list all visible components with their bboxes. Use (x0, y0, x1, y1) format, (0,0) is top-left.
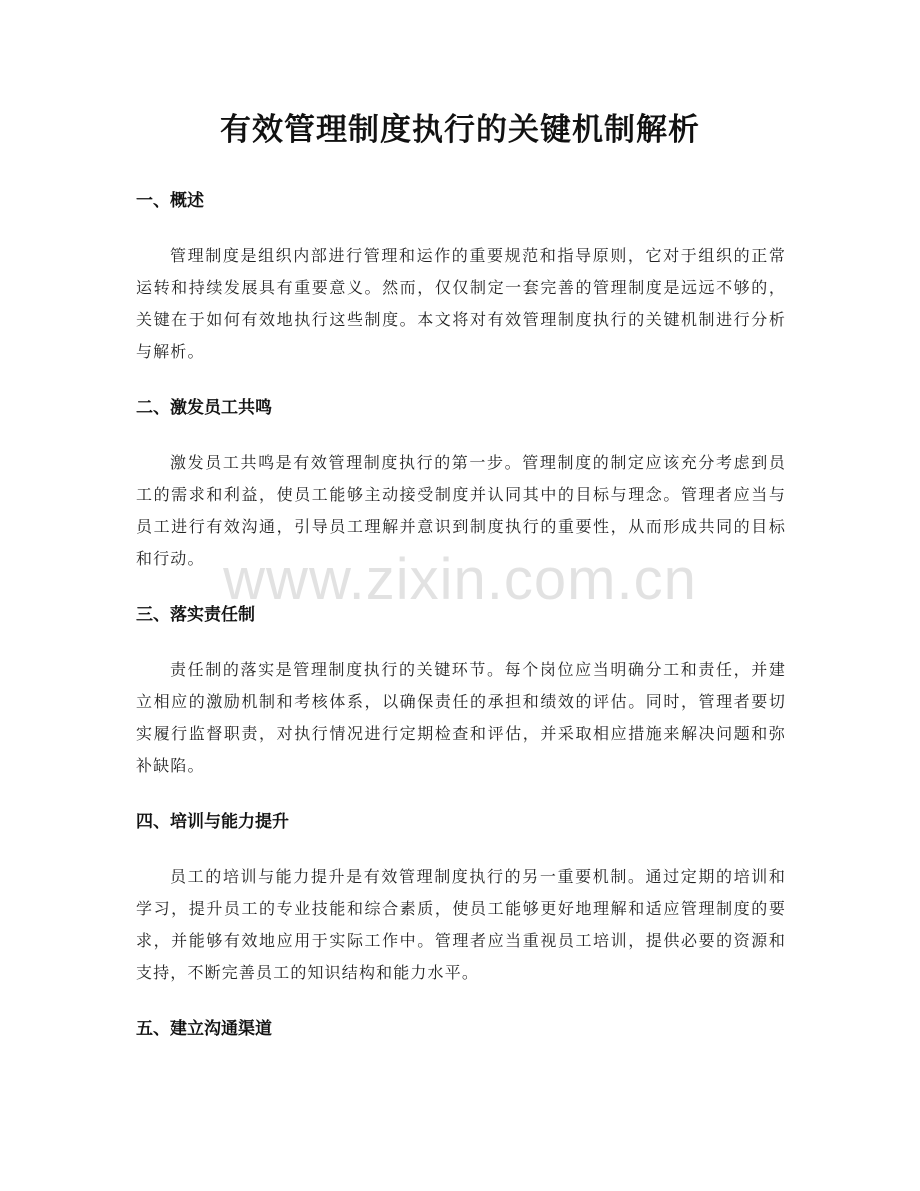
document-body (136, 186, 786, 1044)
watermark: www.zixin.com.cn (223, 547, 697, 612)
section-paragraph: 责任制的落实是管理制度执行的关键环节。每个岗位应当明确分工和责任，并建立相应的激励机制和考核体系，以确保责任的承担和绩效的评估。同时，管理者要切实履行监督职责，对执行情况进行定期检查和评估，并采取相应措施来解决问题和弥补缺陷。 (136, 660, 786, 775)
document-title: 有效管理制度执行的关键机制解析 (220, 112, 700, 148)
section-paragraph: 激发员工共鸣是有效管理制度执行的第一步。管理制度的制定应该充分考虑到员工的需求和利益，使员工能够主动接受制度并认同其中的目标与理念。管理者应当与员工进行有效沟通，引导员工理解并意识到制度执行的重要性，从而形成共同的目标和行动。 (136, 453, 786, 568)
section-heading: 三、落实责任制 (136, 605, 255, 625)
section-heading: 四、培训与能力提升 (136, 812, 289, 832)
section-heading: 一、概述 (136, 191, 204, 211)
section-overview (136, 186, 786, 368)
section-heading: 五、建立沟通渠道 (136, 1019, 272, 1039)
section-training (136, 807, 786, 989)
section-responsibility (136, 600, 786, 782)
section-paragraph: 员工的培训与能力提升是有效管理制度执行的另一重要机制。通过定期的培训和学习，提升员工的专业技能和综合素质，使员工能够更好地理解和适应管理制度的要求，并能够有效地应用于实际工作中。管理者应当重视员工培训，提供必要的资源和支持，不断完善员工的知识结构和能力水平。 (136, 867, 786, 982)
section-heading: 二、激发员工共鸣 (136, 398, 272, 418)
section-communication (136, 1014, 786, 1044)
section-paragraph: 管理制度是组织内部进行管理和运作的重要规范和指导原则，它对于组织的正常运转和持续发展具有重要意义。然而，仅仅制定一套完善的管理制度是远远不够的，关键在于如何有效地执行这些制度。本文将对有效管理制度执行的关键机制进行分析与解析。 (136, 246, 786, 361)
section-employee-resonance (136, 393, 786, 575)
